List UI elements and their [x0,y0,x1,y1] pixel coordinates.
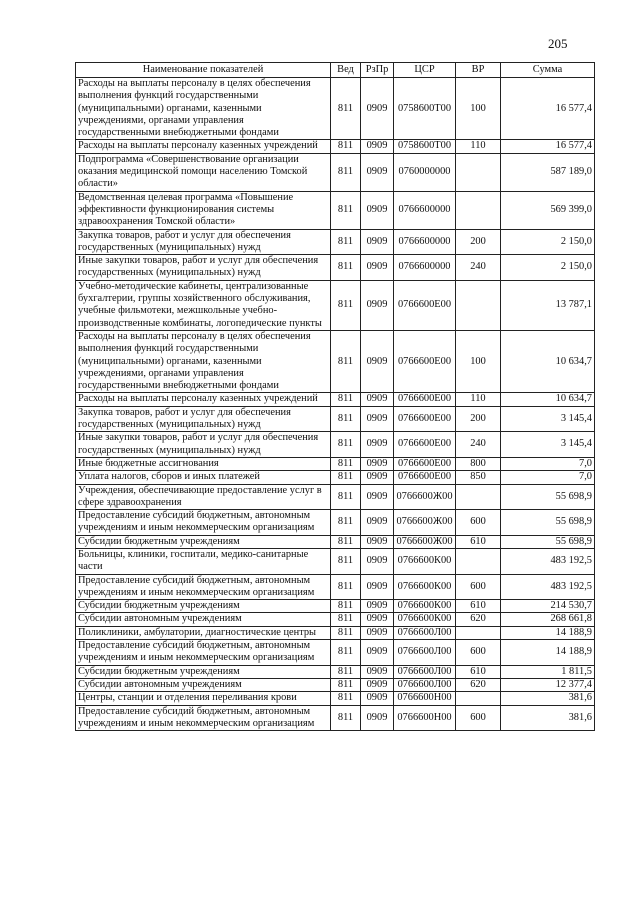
cell-name: Подпрограмма «Совершенствование организации оказания медицинской помощи населению Томской области» [76,153,331,191]
cell-ved: 811 [331,510,361,536]
cell-ved: 811 [331,692,361,705]
cell-vr: 240 [456,432,501,458]
table-row [76,457,595,470]
cell-name: Субсидии бюджетным учреждениям [76,665,331,678]
cell-sum: 10 634,7 [501,393,595,406]
cell-rzpr: 0909 [361,78,394,140]
table-row [76,613,595,626]
cell-sum: 16 577,4 [501,140,595,153]
cell-sum: 7,0 [501,457,595,470]
cell-csr: 0766600Н00 [394,705,456,731]
cell-rzpr: 0909 [361,229,394,255]
table-row [76,393,595,406]
table-row [76,140,595,153]
cell-vr: 240 [456,255,501,281]
cell-sum: 381,6 [501,705,595,731]
cell-sum: 12 377,4 [501,678,595,691]
cell-sum: 2 150,0 [501,255,595,281]
cell-vr: 600 [456,640,501,666]
cell-name: Расходы на выплаты персоналу в целях обеспечения выполнения функций государственными (муниципальными) органами, казенными учреждениями, органами управления государственными внебюджетными фондами [76,330,331,392]
cell-sum: 14 188,9 [501,640,595,666]
cell-vr: 110 [456,140,501,153]
cell-csr: 0766600Е00 [394,393,456,406]
cell-sum: 3 145,4 [501,432,595,458]
cell-csr: 0766600Е00 [394,280,456,330]
cell-csr: 0766600Е00 [394,330,456,392]
cell-csr: 0758600Т00 [394,78,456,140]
cell-csr: 0766600Ж00 [394,535,456,548]
cell-rzpr: 0909 [361,255,394,281]
cell-csr: 0766600000 [394,255,456,281]
cell-vr: 100 [456,330,501,392]
cell-rzpr: 0909 [361,153,394,191]
cell-sum: 483 192,5 [501,574,595,600]
cell-rzpr: 0909 [361,665,394,678]
cell-rzpr: 0909 [361,330,394,392]
cell-rzpr: 0909 [361,191,394,229]
cell-name: Центры, станции и отделения переливания крови [76,692,331,705]
cell-ved: 811 [331,613,361,626]
cell-name: Субсидии автономным учреждениям [76,613,331,626]
cell-ved: 811 [331,78,361,140]
table-row [76,471,595,484]
cell-vr: 610 [456,535,501,548]
cell-ved: 811 [331,432,361,458]
cell-ved: 811 [331,678,361,691]
cell-vr [456,191,501,229]
cell-name: Иные закупки товаров, работ и услуг для обеспечения государственных (муниципальных) нужд [76,255,331,281]
cell-name: Предоставление субсидий бюджетным, автономным учреждениям и иным некоммерческим организациям [76,510,331,536]
cell-name: Закупка товаров, работ и услуг для обеспечения государственных (муниципальных) нужд [76,406,331,432]
table-row [76,280,595,330]
budget-table [75,62,595,731]
table-row [76,640,595,666]
cell-sum: 381,6 [501,692,595,705]
cell-sum: 16 577,4 [501,78,595,140]
cell-name: Уплата налогов, сборов и иных платежей [76,471,331,484]
cell-vr [456,153,501,191]
table-row [76,191,595,229]
cell-ved: 811 [331,640,361,666]
cell-name: Закупка товаров, работ и услуг для обеспечения государственных (муниципальных) нужд [76,229,331,255]
cell-ved: 811 [331,665,361,678]
cell-vr: 600 [456,574,501,600]
cell-name: Учреждения, обеспечивающие предоставление услуг в сфере здравоохранения [76,484,331,510]
cell-vr: 610 [456,600,501,613]
cell-vr: 800 [456,457,501,470]
table-row [76,510,595,536]
cell-ved: 811 [331,471,361,484]
cell-vr: 620 [456,613,501,626]
cell-rzpr: 0909 [361,510,394,536]
cell-ved: 811 [331,330,361,392]
cell-name: Предоставление субсидий бюджетным, автономным учреждениям и иным некоммерческим организациям [76,705,331,731]
table-row [76,78,595,140]
cell-rzpr: 0909 [361,640,394,666]
cell-sum: 7,0 [501,471,595,484]
cell-csr: 0766600К00 [394,600,456,613]
cell-csr: 0758600Т00 [394,140,456,153]
cell-ved: 811 [331,393,361,406]
cell-name: Расходы на выплаты персоналу в целях обеспечения выполнения функций государственными (муниципальными) органами, казенными учреждениями, органами управления государственными внебюджетными фондами [76,78,331,140]
table-row [76,600,595,613]
cell-ved: 811 [331,600,361,613]
cell-ved: 811 [331,548,361,574]
cell-sum: 3 145,4 [501,406,595,432]
cell-name: Расходы на выплаты персоналу казенных учреждений [76,393,331,406]
table-row [76,705,595,731]
table-row [76,330,595,392]
cell-ved: 811 [331,574,361,600]
cell-ved: 811 [331,705,361,731]
table-row [76,678,595,691]
header-rzpr: РзПр [361,63,394,78]
cell-rzpr: 0909 [361,432,394,458]
cell-sum: 13 787,1 [501,280,595,330]
cell-csr: 0766600Е00 [394,471,456,484]
cell-csr: 0766600Н00 [394,692,456,705]
cell-csr: 0766600Е00 [394,457,456,470]
cell-rzpr: 0909 [361,600,394,613]
cell-vr: 620 [456,678,501,691]
cell-ved: 811 [331,535,361,548]
cell-sum: 10 634,7 [501,330,595,392]
cell-vr [456,548,501,574]
cell-sum: 268 661,8 [501,613,595,626]
cell-csr: 0766600Ж00 [394,484,456,510]
table-row [76,626,595,639]
cell-sum: 14 188,9 [501,626,595,639]
header-csr: ЦСР [394,63,456,78]
cell-csr: 0766600Е00 [394,432,456,458]
cell-name: Расходы на выплаты персоналу казенных учреждений [76,140,331,153]
cell-name: Субсидии бюджетным учреждениям [76,535,331,548]
cell-vr: 100 [456,78,501,140]
cell-rzpr: 0909 [361,678,394,691]
table-row [76,665,595,678]
cell-name: Субсидии автономным учреждениям [76,678,331,691]
cell-csr: 0766600Ж00 [394,510,456,536]
cell-ved: 811 [331,191,361,229]
header-sum: Сумма [501,63,595,78]
cell-sum: 55 698,9 [501,510,595,536]
cell-vr [456,626,501,639]
table-row [76,406,595,432]
table-row [76,574,595,600]
cell-sum: 483 192,5 [501,548,595,574]
cell-rzpr: 0909 [361,626,394,639]
table-row [76,432,595,458]
cell-rzpr: 0909 [361,471,394,484]
cell-ved: 811 [331,406,361,432]
table-row [76,692,595,705]
cell-name: Поликлиники, амбулатории, диагностические центры [76,626,331,639]
cell-vr: 200 [456,406,501,432]
table-header-row [76,63,595,78]
cell-csr: 0766600Л00 [394,626,456,639]
cell-vr: 850 [456,471,501,484]
cell-name: Иные бюджетные ассигнования [76,457,331,470]
cell-ved: 811 [331,229,361,255]
cell-ved: 811 [331,140,361,153]
cell-vr: 110 [456,393,501,406]
cell-csr: 0766600000 [394,191,456,229]
cell-name: Больницы, клиники, госпитали, медико-санитарные части [76,548,331,574]
cell-ved: 811 [331,484,361,510]
table-body [76,78,595,731]
cell-vr: 200 [456,229,501,255]
page-number: 205 [548,36,568,51]
cell-rzpr: 0909 [361,280,394,330]
cell-rzpr: 0909 [361,393,394,406]
cell-rzpr: 0909 [361,140,394,153]
table-row [76,229,595,255]
cell-vr [456,280,501,330]
header-ved: Вед [331,63,361,78]
cell-rzpr: 0909 [361,613,394,626]
cell-rzpr: 0909 [361,574,394,600]
cell-ved: 811 [331,626,361,639]
table-row [76,548,595,574]
table-row [76,153,595,191]
cell-rzpr: 0909 [361,535,394,548]
cell-sum: 55 698,9 [501,535,595,548]
cell-csr: 0766600Л00 [394,665,456,678]
cell-csr: 0760000000 [394,153,456,191]
cell-csr: 0766600К00 [394,613,456,626]
cell-name: Учебно-методические кабинеты, централизованные бухгалтерии, группы хозяйственного обслуживания, учебные фильмотеки, межшкольные учебно-производственные комбинаты, логопедические пункты [76,280,331,330]
cell-rzpr: 0909 [361,705,394,731]
cell-name: Ведомственная целевая программа «Повышение эффективности функционирования системы здравоохранения Томской области» [76,191,331,229]
cell-name: Субсидии бюджетным учреждениям [76,600,331,613]
header-name: Наименование показателей [76,63,331,78]
cell-vr: 600 [456,510,501,536]
cell-ved: 811 [331,153,361,191]
table-row [76,484,595,510]
table-row [76,535,595,548]
cell-vr [456,692,501,705]
cell-vr: 600 [456,705,501,731]
cell-name: Иные закупки товаров, работ и услуг для обеспечения государственных (муниципальных) нужд [76,432,331,458]
cell-ved: 811 [331,457,361,470]
cell-sum: 1 811,5 [501,665,595,678]
table-row [76,255,595,281]
cell-vr [456,484,501,510]
cell-sum: 55 698,9 [501,484,595,510]
cell-csr: 0766600К00 [394,548,456,574]
cell-sum: 2 150,0 [501,229,595,255]
cell-ved: 811 [331,280,361,330]
cell-csr: 0766600Л00 [394,678,456,691]
cell-name: Предоставление субсидий бюджетным, автономным учреждениям и иным некоммерческим организациям [76,640,331,666]
cell-rzpr: 0909 [361,484,394,510]
cell-vr: 610 [456,665,501,678]
cell-rzpr: 0909 [361,692,394,705]
cell-csr: 0766600Л00 [394,640,456,666]
cell-sum: 587 189,0 [501,153,595,191]
cell-csr: 0766600Е00 [394,406,456,432]
cell-sum: 569 399,0 [501,191,595,229]
cell-name: Предоставление субсидий бюджетным, автономным учреждениям и иным некоммерческим организациям [76,574,331,600]
cell-sum: 214 530,7 [501,600,595,613]
header-vr: ВР [456,63,501,78]
cell-csr: 0766600К00 [394,574,456,600]
cell-ved: 811 [331,255,361,281]
cell-csr: 0766600000 [394,229,456,255]
cell-rzpr: 0909 [361,548,394,574]
cell-rzpr: 0909 [361,457,394,470]
cell-rzpr: 0909 [361,406,394,432]
